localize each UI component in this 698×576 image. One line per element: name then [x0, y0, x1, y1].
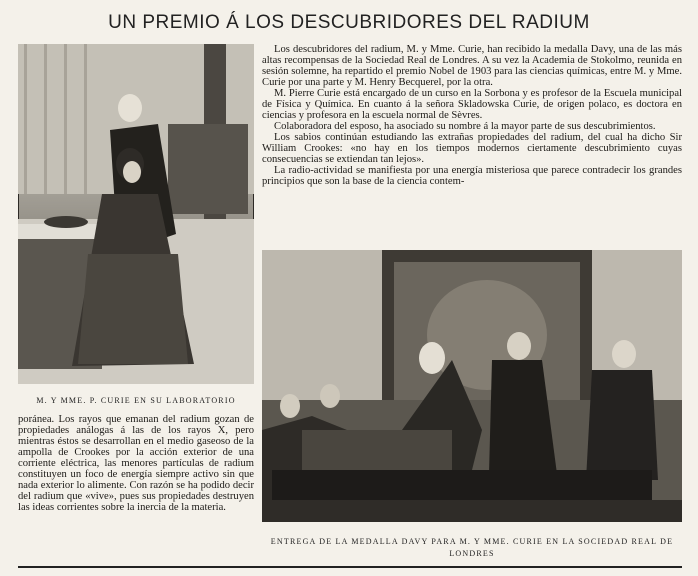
article-text-left-column: [18, 414, 254, 513]
ceremony-illustration: [262, 250, 682, 522]
paragraph: La radio-actividad se manifiesta por una energía misteriosa que parece contradecir los grandes principios que son la base de la ciencia contem-: [262, 165, 682, 187]
article-text-right-column: [262, 44, 682, 187]
photo1-caption: M. Y MME. P. CURIE EN SU LABORATORIO: [36, 396, 236, 405]
paragraph: Los sabios continúan estudiando las extrañas propiedades del radium, del cual ha dicho Sir William Crookes: «no hay en los tiempos modernos ciertamente descubrimiento cuyas consecuencias se extiendan tan lejos».: [262, 132, 682, 165]
paragraph: M. Pierre Curie está encargado de un curso en la Sorbona y es profesor de la Escuela municipal de Física y Química. En cuanto á la señora Skladowska Curie, de origen polaco, es doctora en ciencias y profesora en la escuela normal de Sèvres.: [262, 88, 682, 121]
paragraph: Colaboradora del esposo, ha asociado su nombre á la mayor parte de sus descubrimientos.: [274, 121, 656, 132]
photo-curies-laboratory: [18, 44, 254, 384]
photo2-caption: ENTREGA DE LA MEDALLA DAVY PARA M. Y MME. CURIE EN LA SOCIEDAD REAL DE LONDRES: [270, 537, 674, 558]
paragraph: Los descubridores del radium, M. y Mme. Curie, han recibido la medalla Davy, una de las más altas recompensas de la Sociedad Real de Londres. A su vez la Academia de Stokolmo, reunida en sesión solemne, ha repartido el premio Nobel de 1903 para las ciencias químicas, entre M. y Mme. Curie por una parte y M. Henry Becquerel, por la otra.: [262, 44, 682, 88]
bottom-rule: [18, 566, 682, 568]
laboratory-illustration: [18, 44, 254, 384]
article-headline: UN PREMIO Á LOS DESCUBRIDORES DEL RADIUM: [108, 12, 590, 33]
paragraph: poránea. Los rayos que emanan del radium gozan de propiedades análogas á las de los rayos X, pero mientras éstos se desarrollan en el medio gaseoso de la ampolla de Crookes por la acción exterior de una corriente eléctrica, las menores partículas de radium constituyen un foco de energía siempre activo sin que nada exterior lo alimente. Con razón se ha podido decir del radium que «vive», pues sus propiedades destruyen las ideas corrientes sobre la inercia de la materia.: [18, 414, 254, 513]
photo-davy-medal-ceremony: [262, 250, 682, 522]
